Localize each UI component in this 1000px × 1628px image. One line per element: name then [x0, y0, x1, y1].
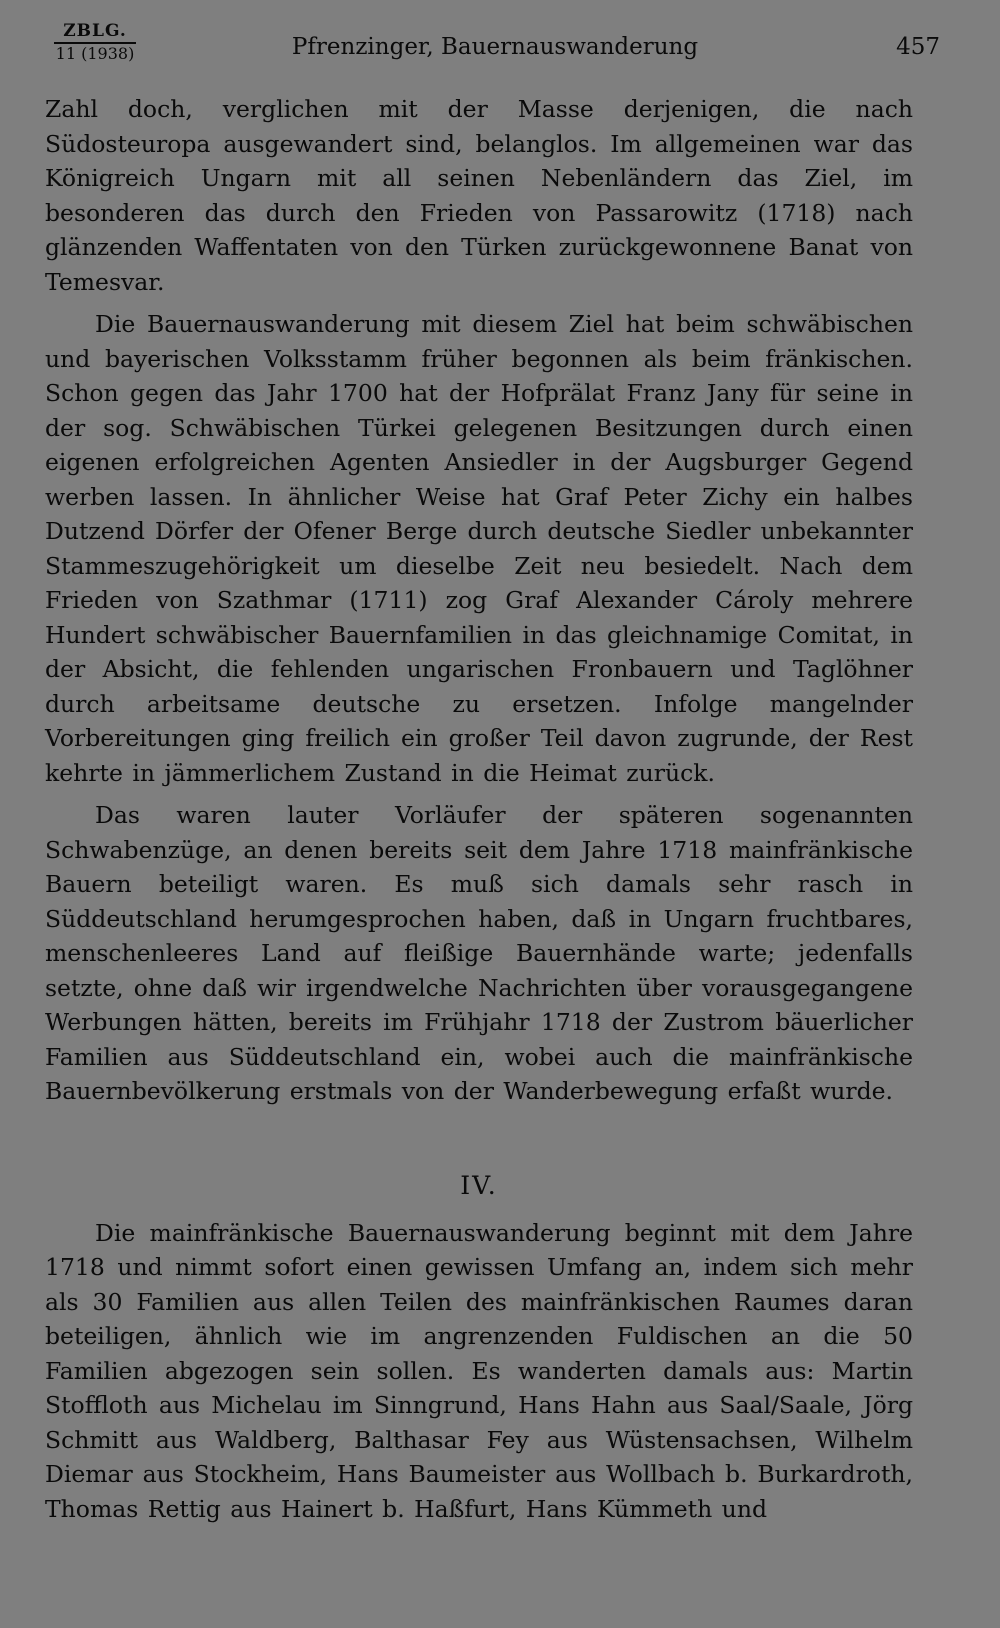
page-number: 457 [896, 34, 940, 60]
paragraph: Das waren lauter Vorläufer der späteren sogenannten Schwabenzüge, an denen bereits seit dem Jahre 1718 mainfränkische Bauern beteiligt waren. Es muß sich damals sehr rasch in Süddeutschland herumgesprochen haben, daß in Ungarn fruchtbares, menschenleeres Land auf fleißige Bauernhände warte; jedenfalls setzte, ohne daß wir irgendwelche Nachrichten über vorausgegangene Werbungen hätten, bereits im Frühjahr 1718 der Zustrom bäuerlicher Familien aus Süddeutschland ein, wobei auch die mainfränkische Bauernbevölkerung erstmals von der Wanderbewegung erfaßt wurde. [45, 801, 913, 1105]
journal-volume: 11 (1938) [55, 44, 135, 63]
paragraph-continuation: Zahl doch, verglichen mit der Masse derjenigen, die nach Südosteuropa ausgewandert sind, belanglos. Im allgemeinen war das Königreich Ungarn mit all seinen Nebenländern das Ziel, im besonderen das durch den Frieden von Passarowitz (1718) nach glänzenden Waffentaten von den Türken zurückgewonnene Banat von Temesvar. [45, 95, 913, 296]
section-heading: IV. [460, 1170, 498, 1200]
page-header [50, 20, 940, 72]
paragraph: Die mainfränkische Bauernauswanderung beginnt mit dem Jahre 1718 und nimmt sofort einen gewissen Umfang an, indem sich mehr als 30 Familien aus allen Teilen des mainfränkischen Raumes daran beteiligen, ähnlich wie im angrenzenden Fuldischen an die 50 Familien abgezogen sein sollen. Es wanderten damals aus: Martin Stoffloth aus Michelau im Sinngrund, Hans Hahn aus Saal/Saale, Jörg Schmitt aus Waldberg, Balthasar Fey aus Wüstensachsen, Wilhelm Diemar aus Stockheim, Hans Baumeister aus Wollbach b. Burkardroth, Thomas Rettig aus Hainert b. Haßfurt, Hans Kümmeth und [45, 1218, 913, 1523]
body-text [45, 92, 913, 1534]
paragraph: Die Bauernauswanderung mit diesem Ziel hat beim schwäbischen und bayerischen Volksstamm früher begonnen als beim fränkischen. Schon gegen das Jahr 1700 hat der Hofprälat Franz Jany für seine in der sog. Schwäbischen Türkei gelegenen Besitzungen durch einen eigenen erfolgreichen Agenten Ansiedler in der Augsburger Gegend werben lassen. In ähnlicher Weise hat Graf Peter Zichy ein halbes Dutzend Dörfer der Ofener Berge durch deutsche Siedler unbekannter Stammeszugehörigkeit um dieselbe Zeit neu besiedelt. Nach dem Frieden von Szathmar (1711) zog Graf Alexander Cároly mehrere Hundert schwäbischer Bauernfamilien in das gleichnamige Comitat, in der Absicht, die fehlenden ungarischen Fronbauern und Taglöhner durch arbeitsame deutsche zu ersetzen. Infolge mangelnder Vorbereitungen ging freilich ein großer Teil davon zugrunde, der Rest kehrte in jämmerlichem Zustand in die Heimat zurück. [45, 310, 913, 787]
journal-abbreviation: ZBLG. [63, 21, 127, 41]
running-title: Pfrenzinger, Bauernauswanderung [291, 34, 699, 60]
